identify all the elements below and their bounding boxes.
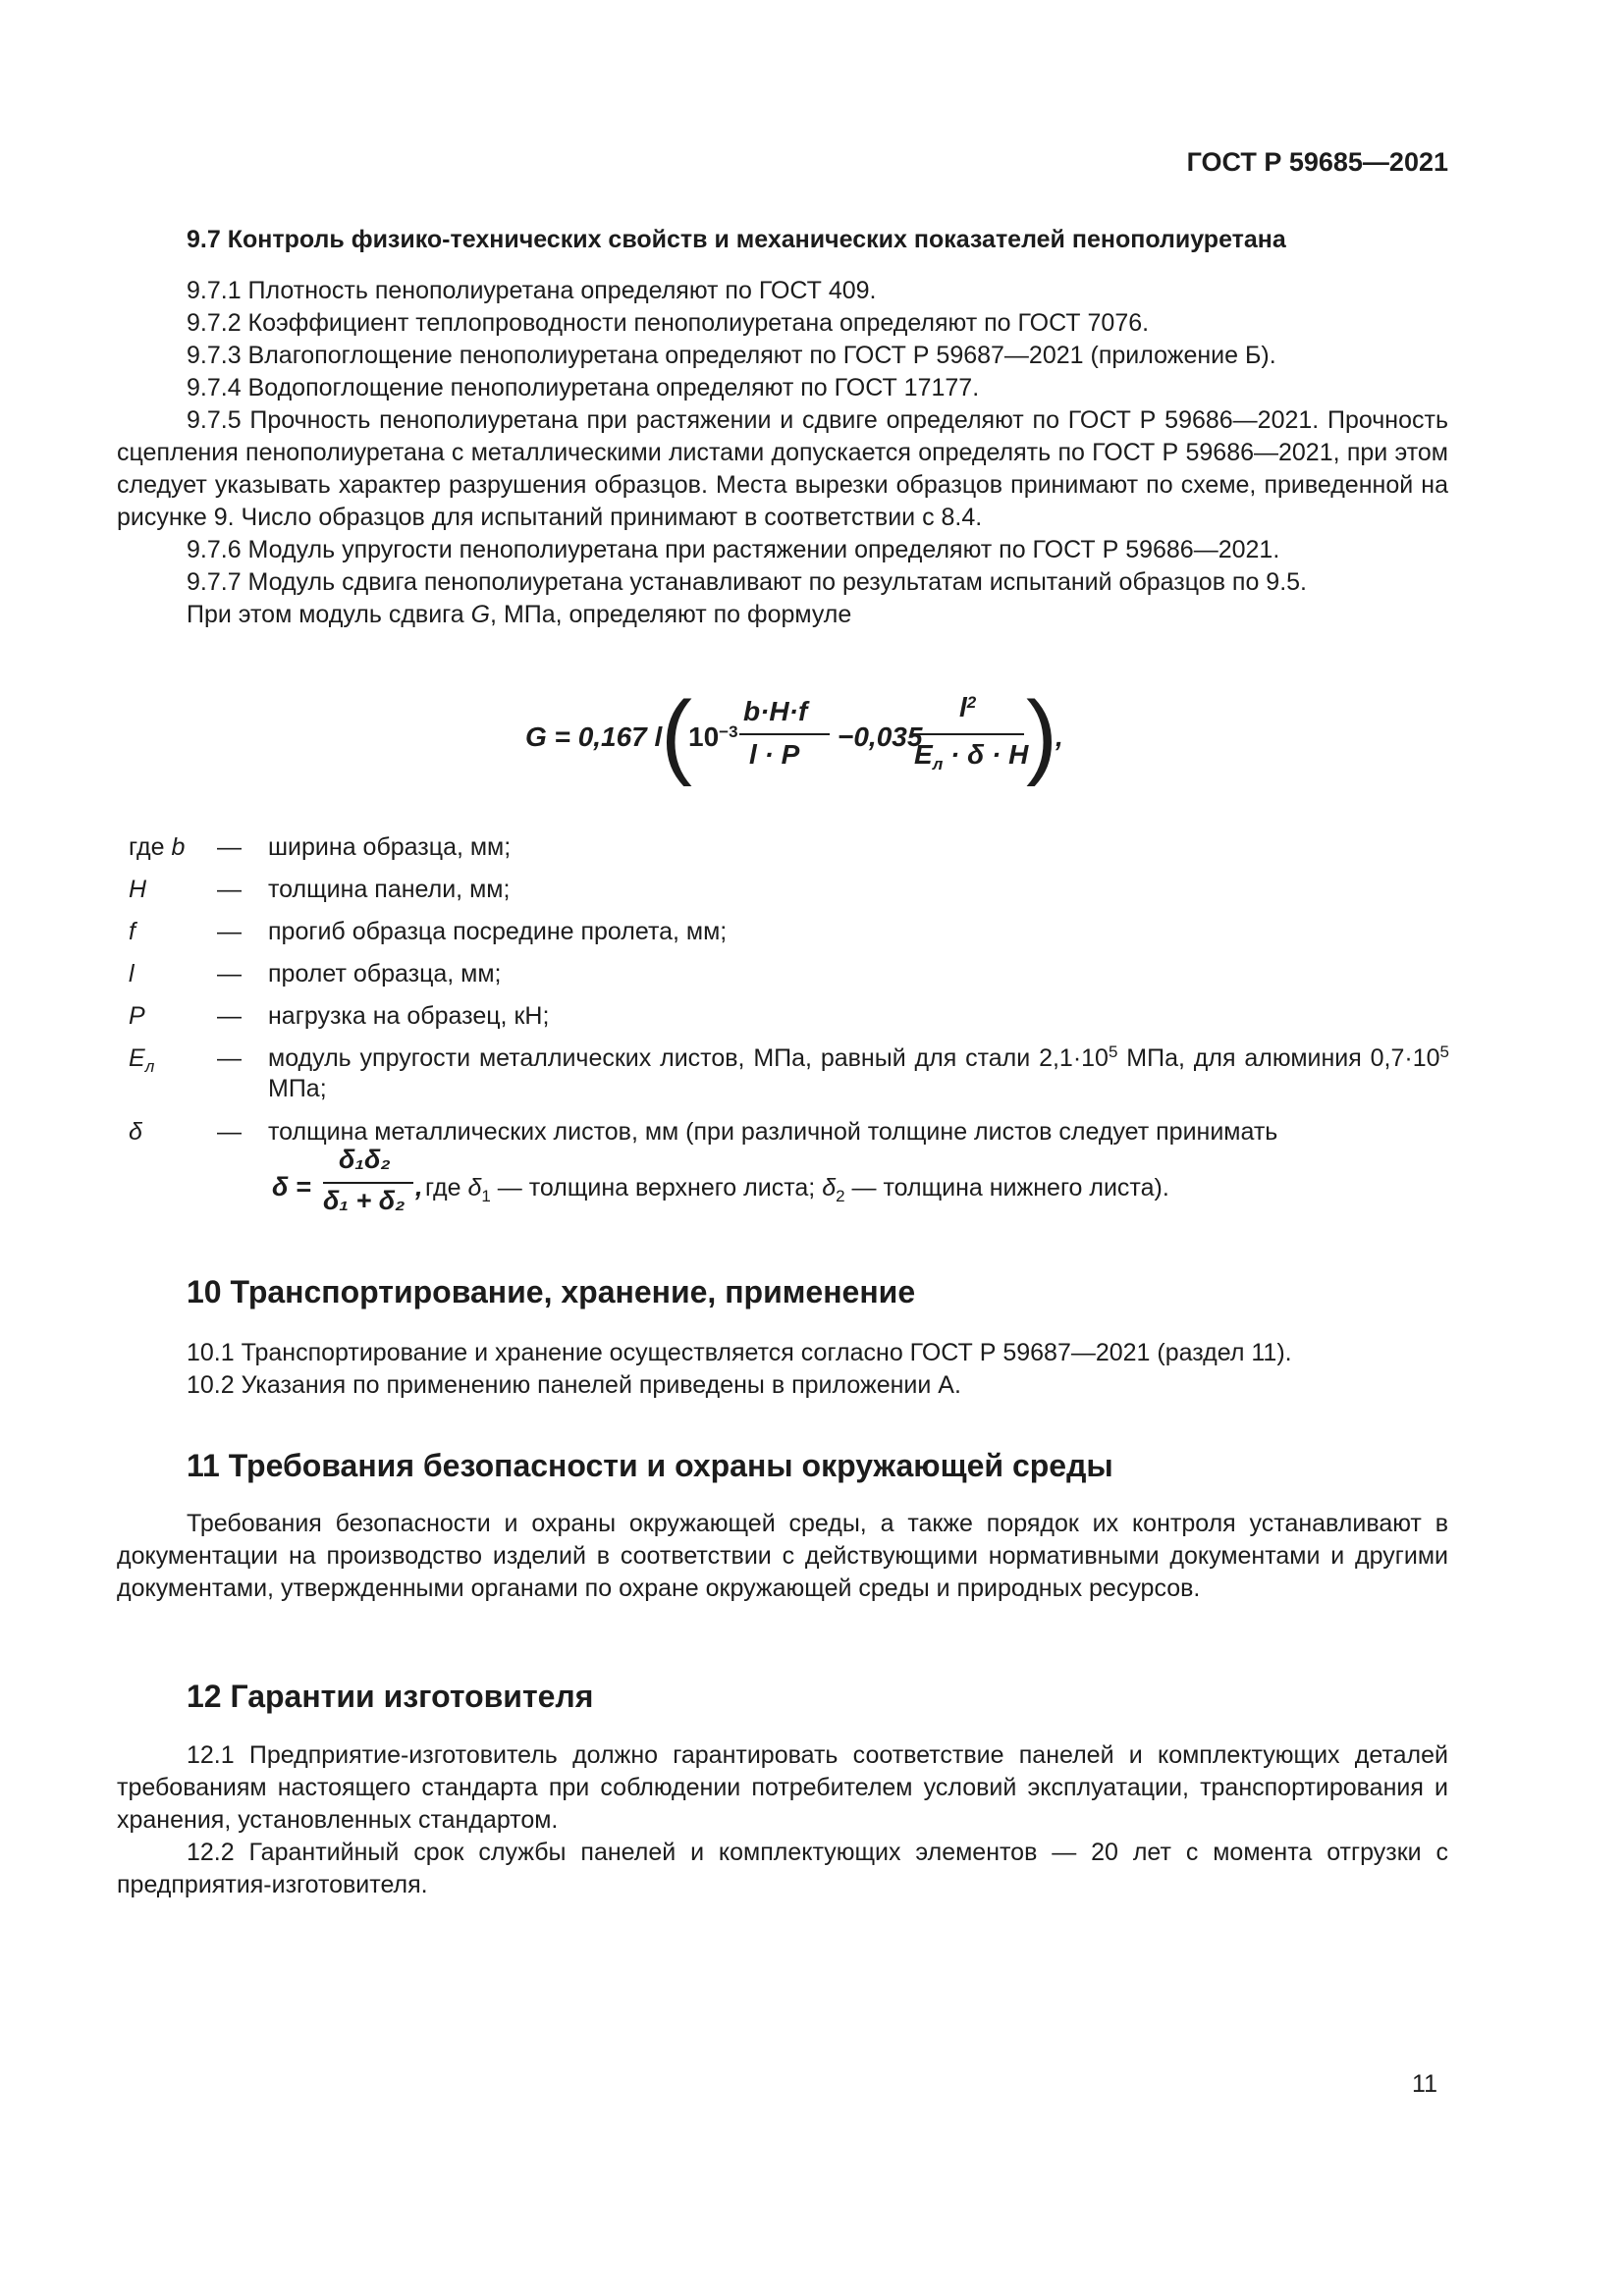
paragraph-9-7-7: 9.7.7 Модуль сдвига пенополиуретана устанавливают по результатам испытаний образцов по 9.5. xyxy=(187,568,1308,596)
formula-left-paren: ( xyxy=(661,682,692,787)
delta-comma: , xyxy=(415,1172,423,1201)
shear-modulus-formula xyxy=(525,682,1075,790)
formula-fraction-bar-1 xyxy=(739,733,830,735)
formula-num2: $l^2$ xyxy=(959,692,977,722)
subsection-title-9-7: 9.7 Контроль физико-технических свойств и механических показателей пенополиуретана xyxy=(187,226,1286,253)
paragraph-12-2: 12.2 Гарантийный срок службы панелей и комплектующих элементов — 20 лет с момента отгрузки с предприятия-изготовителя. xyxy=(117,1839,1448,1898)
paragraph-9-7-6: 9.7.6 Модуль упругости пенополиуретана при растяжении определяют по ГОСТ Р 59686—2021. xyxy=(187,536,1280,563)
delta-frac-denominator: δ₁ + δ₂ xyxy=(323,1186,406,1215)
delta-explanation: где $\delta_1$ — толщина верхнего листа; $\delta_2$ — толщина нижнего листа). xyxy=(425,1174,1169,1205)
paragraph-shear-modulus-intro: При этом модуль сдвига G, МПа, определяют по формуле xyxy=(187,601,852,628)
document-page: ГОСТ Р 59685—2021 9.7 Контроль физико-технических свойств и механических показателей пенополиуретана 9.7.1 Плотность пенополиуретана определяют по ГОСТ 409. 9.7.2 Коэффициент теплопроводности пенополиуретана определяют по ГОСТ 7076. 9.7.3 Влагопоглощение пенополиуретана определяют по ГОСТ Р 59687—2021 (приложение Б). 9.7.4 Водопоглощение пенополиуретана определяют по ГОСТ 17177. 9.7.5 Прочность пенополиуретана при растяжении и сдвиге определяют по ГОСТ Р 59686—2021. Прочность сцепления пенополиуретана с металлическими листами допускается определять по ГОСТ Р 59686—2021, при этом следует указывать характер разрушения образцов. Места вырезки образцов принимают по схеме, приведенной на рисунке 9. Число образцов для испытаний принимают в соответствии с 8.4. 9.7.6 Модуль упругости пенополиуретана при растяжении определяют по ГОСТ Р 59686—2021. 9.7.7 Модуль сдвига пенополиуретана устанавливают по результатам испытаний образцов по 9.5. При этом модуль сдвига G, МПа, определяют по формуле G = 0,167 l ( $10^{-3}$ b·H·f l · P −0,035 $l^2$ $E_л \cdot \delta \cdot H$ ) , где b — ширина образца, мм; H — толщина панели, мм; f — прогиб образца посредине пролета, мм; l — пролет образца, мм; P — нагрузка на образец, кН; $E_л$ — модуль упругости металлических листов, МПа, равный для стали $2,1\cdot 10^5$ МПа, для алюминия $0,7\cdot 10^5$ МПа; δ — толщина металлических листов, мм (при различной толщине листов следует принимать δ = δ₁δ₂ δ₁ + δ₂ , где $\delta_1$ — толщина верхнего листа; $\delta_2$ — толщина нижнего листа). 10 Транспортирование, хранение, применение 10.1 Транспортирование и хранение осуществляется согласно ГОСТ Р 59687—2021 (раздел 11). 10.2 Указания по применению панелей приведены в приложении А. 11 Требования безопасности и охраны окружающей среды Требования безопасности и охраны окружающей среды, а также порядок их контроля устанавливают в документации на производство изделий в соответствии с действующими нормативными документами и другими документами, утвержденными органами по охране окружающей среды и природных ресурсов. 12 Гарантии изготовителя 12.1 Предприятие-изготовитель должно гарантировать соответствие панелей и комплектующих деталей требованиям настоящего стандарта при соблюдении потребителем условий эксплуатации, транспортирования и хранения, установленных стандартом. 12.2 Гарантийный срок службы панелей и комплектующих элементов — 20 лет с момента отгрузки с предприятия-изготовителя. 11 xyxy=(117,147,1449,2098)
formula-fraction-bar-2 xyxy=(912,733,1024,735)
section-title-10: 10 Транспортирование, хранение, применение xyxy=(187,1274,916,1309)
delta-fraction-bar xyxy=(323,1182,413,1184)
formula-right-paren: ) xyxy=(1026,682,1057,787)
paragraph-10-2: 10.2 Указания по применению панелей приведены в приложении А. xyxy=(187,1371,961,1399)
formula-minus-term: −0,035 xyxy=(838,721,923,752)
document-code: ГОСТ Р 59685—2021 xyxy=(1186,147,1448,177)
section-title-11: 11 Требования безопасности и охраны окружающей среды xyxy=(187,1448,1113,1483)
paragraph-11: Требования безопасности и охраны окружающей среды, а также порядок их контроля устанавливают в документации на производство изделий в соответствии с действующими нормативными документами и другими документами, утвержденными органами по охране окружающей среды и природных ресурсов. xyxy=(117,1510,1448,1602)
paragraph-10-1: 10.1 Транспортирование и хранение осуществляется согласно ГОСТ Р 59687—2021 (раздел 11). xyxy=(187,1339,1292,1366)
formula-den2: $E_л \cdot \delta \cdot H$ xyxy=(914,739,1029,774)
paragraph-12-1: 12.1 Предприятие-изготовитель должно гарантировать соответствие панелей и комплектующих деталей требованиям настоящего стандарта при соблюдении потребителем условий эксплуатации, транспортирования и хранения, установленных стандартом. xyxy=(117,1741,1448,1834)
section-12-body xyxy=(117,1739,1448,1901)
paragraph-9-7-5: 9.7.5 Прочность пенополиуретана при растяжении и сдвиге определяют по ГОСТ Р 59686—2021. Прочность сцепления пенополиуретана с металлическими листами допускается определять по ГОСТ Р 59686—2021, при этом следует указывать характер разрушения образцов. Места вырезки образцов принимают по схеме, приведенной на рисунке 9. Число образцов для испытаний принимают в соответствии с 8.4. xyxy=(117,406,1448,531)
paragraph-9-7-2: 9.7.2 Коэффициент теплопроводности пенополиуретана определяют по ГОСТ 7076. xyxy=(187,309,1150,337)
delta-lhs: δ = xyxy=(272,1172,311,1201)
delta-frac-numerator: δ₁δ₂ xyxy=(339,1145,391,1174)
formula-den1: l · P xyxy=(749,739,800,770)
delta-fraction-line xyxy=(272,1145,1450,1227)
section-9-7-body xyxy=(117,275,1448,631)
section-11-body xyxy=(117,1508,1448,1605)
formula-num1: b·H·f xyxy=(743,696,808,726)
paragraph-9-7-1: 9.7.1 Плотность пенополиуретана определяют по ГОСТ 409. xyxy=(187,277,877,304)
paragraph-9-7-4: 9.7.4 Водопоглощение пенополиуретана определяют по ГОСТ 17177. xyxy=(187,374,980,401)
formula-lhs: G = 0,167 l xyxy=(525,721,663,752)
page-number: 11 xyxy=(1412,2070,1437,2098)
formula-tail: , xyxy=(1056,721,1063,752)
formula-ten: $10^{-3}$ xyxy=(688,721,738,752)
paragraph-9-7-3: 9.7.3 Влагопоглощение пенополиуретана определяют по ГОСТ Р 59687—2021 (приложение Б). xyxy=(187,342,1276,369)
section-10-body xyxy=(117,1337,1448,1402)
section-title-12: 12 Гарантии изготовителя xyxy=(187,1679,594,1714)
